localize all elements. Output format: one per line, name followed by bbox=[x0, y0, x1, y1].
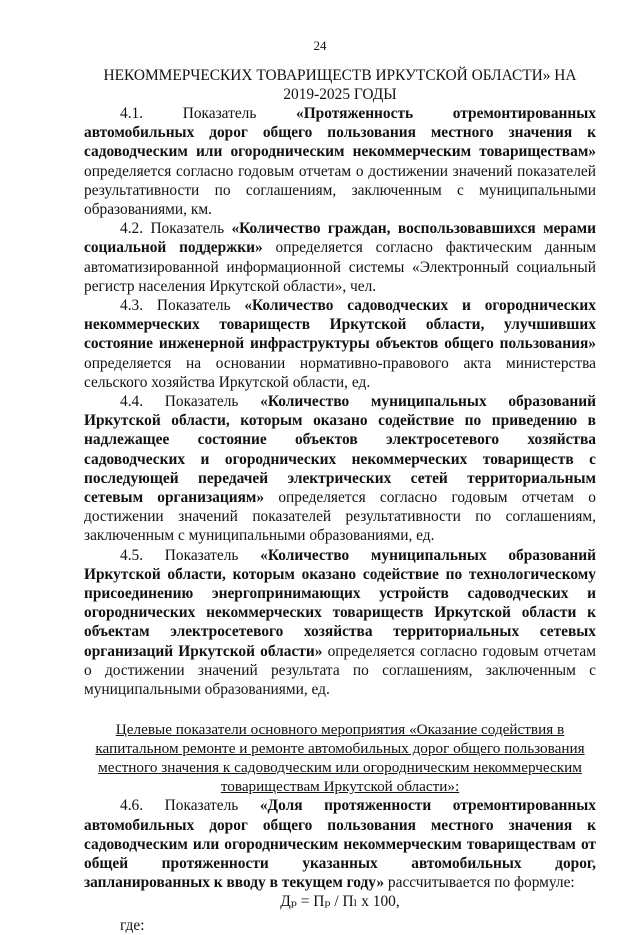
indicator-name: «Доля протяженности отремонтированных автомобильных дорог общего пользования местного значения к садоводческим или огородническим некоммерческим товариществам от общей протяженности указанных автомобильных дорог, запланированных к вводу в текущем году» bbox=[84, 797, 596, 892]
document-body bbox=[84, 104, 596, 935]
where-label: где: bbox=[120, 916, 145, 934]
page-number: 24 bbox=[313, 38, 327, 53]
paragraph-text: определяется согласно годовым отчетам о достижении значений показателей результативности по соглашениям, заключенным с муниципальными образованиями, км. bbox=[84, 162, 596, 219]
indicator-name: «Протяженность отремонтированных автомобильных дорог общего пользования местного значения к садоводческим или огородническим некоммерческим товариществам» bbox=[84, 105, 597, 161]
paragraph-text: определяется согласно годовым отчетам о достижении значений показателей результативности по соглашениям, заключенным с муниципальными образованиями, ед. bbox=[84, 489, 596, 545]
paragraph-text: определяется согласно фактическим данным автоматизированной информационной системы «Электронный социальный регистр населения Иркутской области», чел. bbox=[84, 239, 596, 295]
formula: Дₚ = Пₚ / Пₗ х 100, bbox=[280, 893, 400, 911]
indicator-name: «Количество муниципальных образований Иркутской области, которым оказано содействие по технологическому присоединению энергопринимающих устройств садоводческих и огороднических некоммерческих товариществ Иркутской области к объектам электросетевого хозяйства территориальных сетевых организаций Иркутской области» bbox=[84, 546, 596, 660]
paragraph-4-1 bbox=[84, 104, 596, 219]
paragraph-prefix: 4.2. Показатель bbox=[120, 220, 232, 238]
paragraph-4-5 bbox=[84, 546, 596, 700]
paragraph-4-4 bbox=[84, 392, 596, 546]
paragraph-text: определяется на основании нормативно-правового акта министерства сельского хозяйства Иркутской области, ед. bbox=[84, 354, 596, 391]
indicator-name: «Количество муниципальных образований Иркутской области, которым оказано содействие по приведению в надлежащее состояние объектов электросетевого хозяйства садоводческих и огороднических некоммерческих товариществ с последующей передачей электрических сетей территориальным сетевым организациям» bbox=[84, 393, 596, 507]
paragraph-4-2 bbox=[84, 219, 596, 296]
paragraph-prefix: 4.6. Показатель bbox=[120, 797, 260, 815]
paragraph-prefix: 4.5. Показатель bbox=[120, 546, 261, 564]
paragraph-text: рассчитывается по формуле: bbox=[384, 874, 575, 892]
paragraph-prefix: 4.3. Показатель bbox=[120, 297, 245, 315]
paragraph-4-3 bbox=[84, 296, 596, 392]
indicator-name: «Количество садоводческих и огороднических некоммерческих товариществ Иркутской области, улучшивших состояние инженерной инфраструктуры объектов общего пользования» bbox=[84, 297, 596, 353]
paragraph-text: определяется согласно годовым отчетам о достижении значений результата по соглашениям, заключенным с муниципальными образованиями, ед. bbox=[84, 642, 596, 699]
section-heading: НЕКОММЕРЧЕСКИХ ТОВАРИЩЕСТВ ИРКУТСКОЙ ОБЛАСТИ» НА 2019-2025 ГОДЫ bbox=[103, 67, 577, 103]
paragraph-prefix: 4.1. Показатель bbox=[120, 105, 296, 122]
paragraph-4-6 bbox=[84, 796, 596, 892]
indicator-name: «Количество граждан, воспользовавшихся мерами социальной поддержки» bbox=[84, 220, 597, 257]
subsection-heading: Целевые показатели основного мероприятия «Оказание содействия в капитальном ремонте и ремонте автомобильных дорог общего пользования местного значения к садоводческим или огородническим некоммерческим товариществам Иркутской области»: bbox=[95, 721, 585, 796]
paragraph-prefix: 4.4. Показатель bbox=[120, 393, 261, 411]
